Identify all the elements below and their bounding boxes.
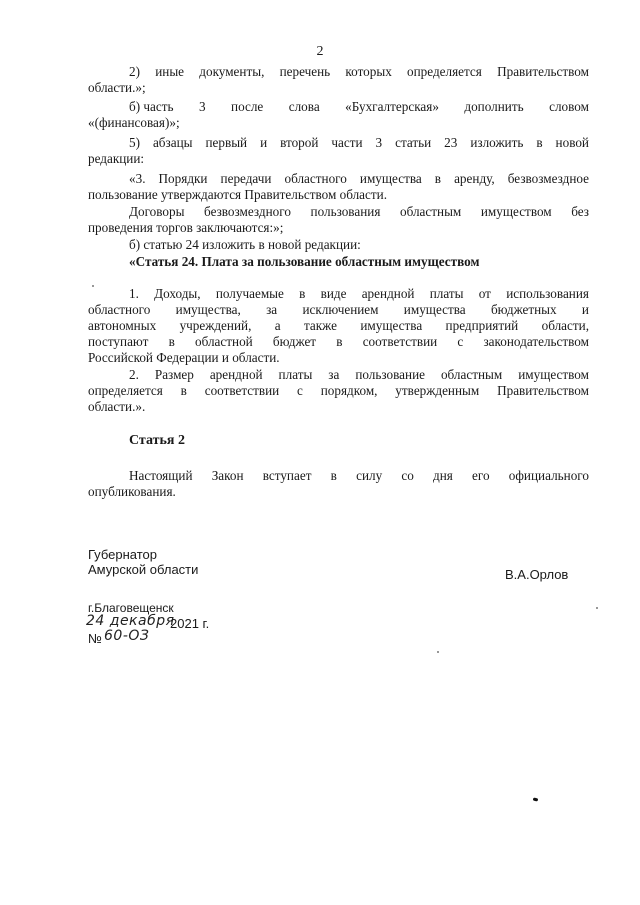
word: б) часть	[129, 99, 174, 114]
text-line: редакции:	[88, 151, 145, 166]
scan-speck	[437, 651, 439, 653]
signatory-name: В.А.Орлов	[505, 567, 569, 582]
text-line: автономных учреждений, а также имущества предприятий области,	[88, 318, 589, 333]
text-line: 1. Доходы, получаемые в виде арендной платы от использования	[129, 286, 589, 301]
text-line: «(финансовая)»;	[88, 115, 180, 130]
handwritten-number: 60-ОЗ	[104, 628, 150, 644]
year-label: 2021 г.	[170, 616, 210, 631]
word: 3	[198, 99, 206, 114]
word: после	[231, 99, 264, 114]
word: дополнить	[464, 99, 524, 114]
text-line: пользование утверждаются Правительством области.	[88, 187, 387, 202]
word: словом	[549, 99, 589, 114]
text-line: Договоры безвозмездного пользования областным имуществом без	[129, 204, 589, 219]
signatory-region: Амурской области	[88, 562, 199, 577]
text-line: 2. Размер арендной платы за пользование областным имуществом	[129, 367, 589, 382]
text-line: «3. Порядки передачи областного имущества в аренду, безвозмездное	[129, 171, 589, 186]
number-prefix: №	[88, 631, 102, 646]
article-24-heading: «Статья 24. Плата за пользование областным имуществом	[129, 254, 480, 269]
page-number: 2	[316, 44, 324, 59]
article-2-heading: Статья 2	[129, 433, 185, 448]
text-line: опубликования.	[88, 484, 176, 499]
handwritten-date: 24 декабря	[86, 613, 175, 629]
text-line: Российской Федерации и области.	[88, 350, 280, 365]
text-line: проведения торгов заключаются:»;	[88, 220, 284, 235]
text-line: определяется в соответствии с порядком, утвержденным Правительством	[88, 383, 589, 398]
text-line: области.».	[88, 399, 146, 414]
city-label: г.Благовещенск	[88, 601, 174, 615]
text-line: областного имущества, за исключением имущества бюджетных и	[88, 302, 589, 317]
word: «Бухгалтерская»	[345, 99, 439, 114]
scan-speck	[92, 285, 94, 287]
text-line: Настоящий Закон вступает в силу со дня его официального	[129, 468, 589, 483]
text-line: поступают в областной бюджет в соответствии с законодательством	[88, 334, 589, 349]
scan-speck	[596, 607, 598, 609]
text-line: 2) иные документы, перечень которых определяется Правительством	[129, 64, 589, 79]
text-line: 5) абзацы первый и второй части 3 статьи 23 изложить в новой	[129, 135, 589, 150]
text-line: области.»;	[88, 80, 146, 95]
signatory-title: Губернатор	[88, 547, 157, 562]
scan-smudge	[533, 797, 539, 801]
text-line	[129, 99, 589, 115]
text-line: б) статью 24 изложить в новой редакции:	[129, 237, 361, 252]
word: слова	[288, 99, 320, 114]
